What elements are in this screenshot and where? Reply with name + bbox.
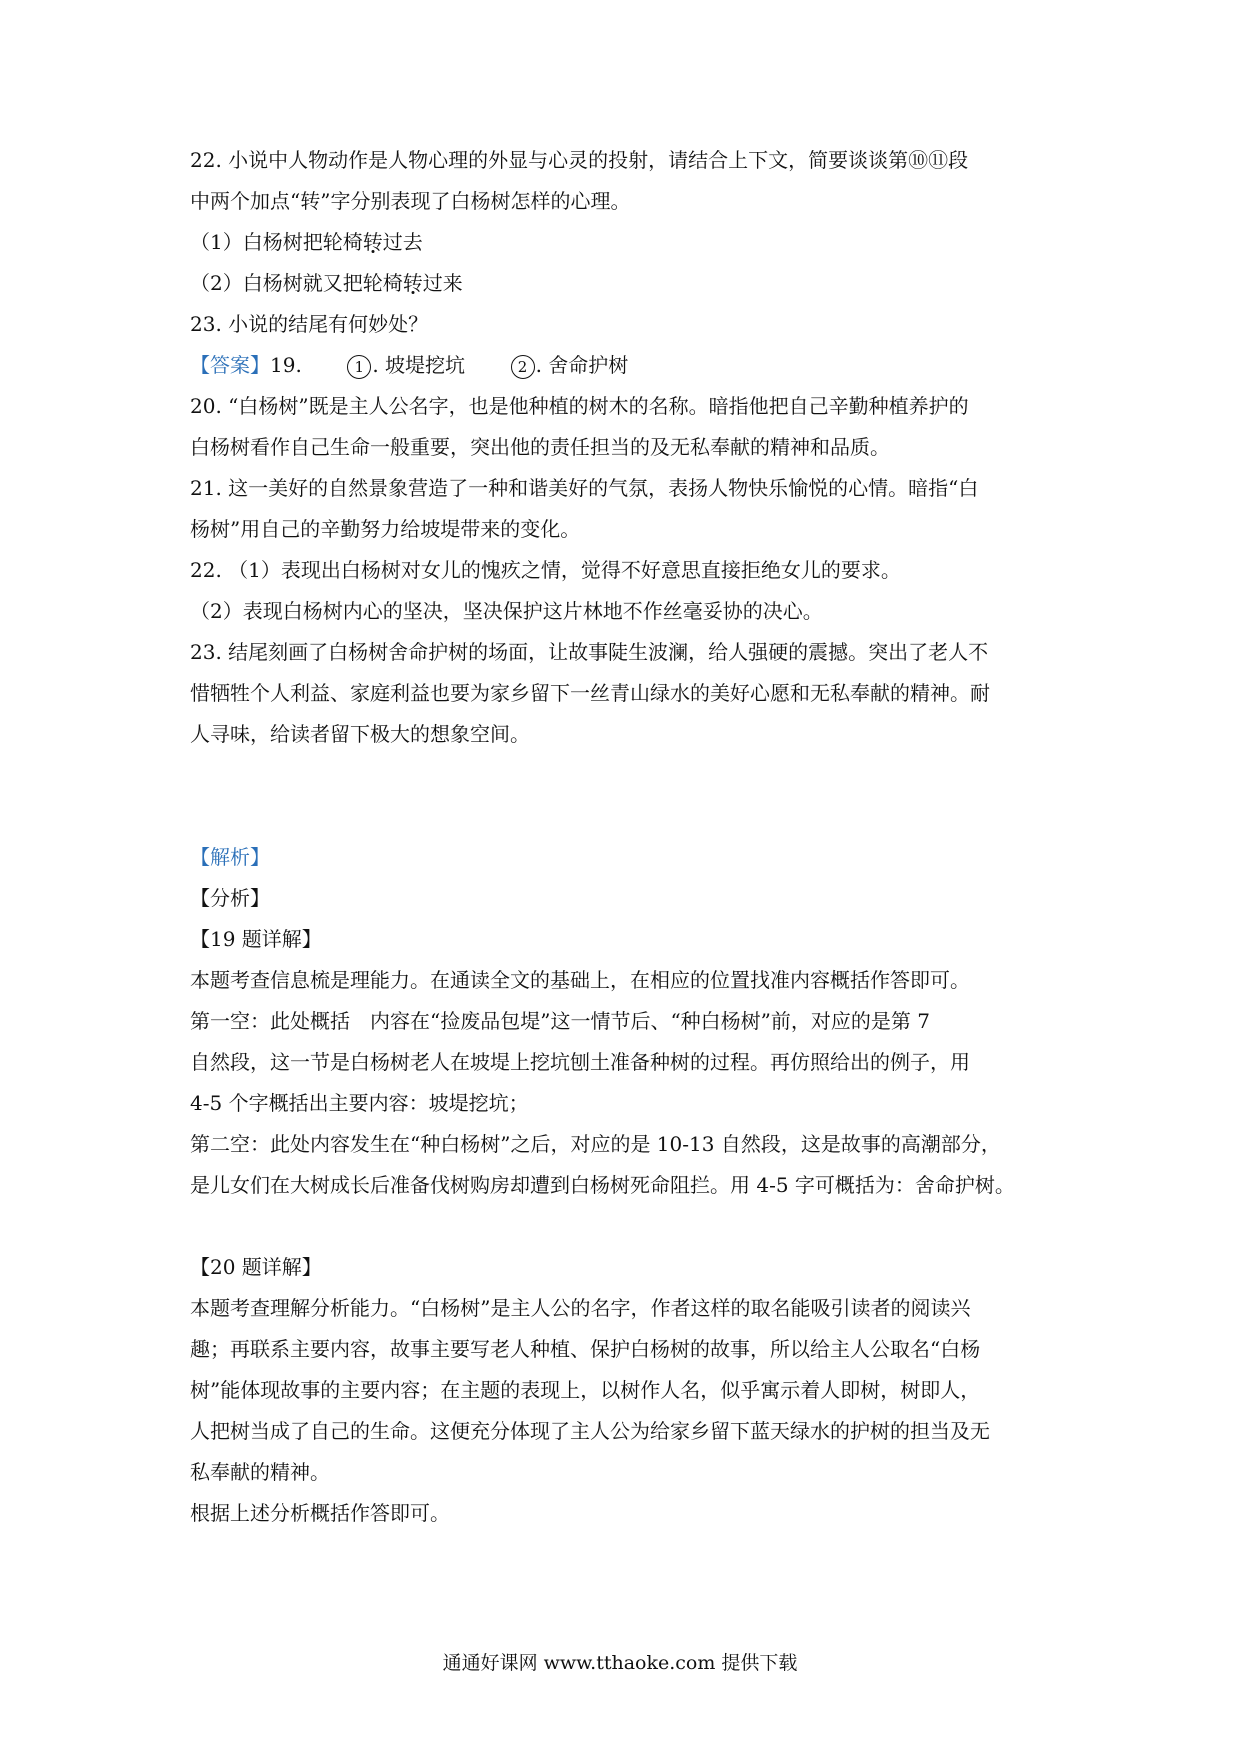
analysis-tag: 【解析】 bbox=[190, 845, 270, 869]
answer-23-line3: 人寻味，给读者留下极大的想象空间。 bbox=[190, 722, 530, 746]
detail-20-line5: 私奉献的精神。 bbox=[190, 1460, 330, 1484]
answer-23-line2: 惜牺牲个人利益、家庭利益也要为家乡留下一丝青山绿水的美好心愿和无私奉献的精神。耐 bbox=[190, 681, 990, 705]
answer-19: 【答案】19. 1 . 坡堤挖坑 2 . 舍命护树 bbox=[190, 353, 629, 377]
detail-19-line6: 是儿女们在大树成长后准备伐树购房却遭到白杨树死命阻拦。用 4-5 字可概括为：舍命护树。 bbox=[190, 1173, 1015, 1197]
page-footer: 通通好课网 www.tthaoke.com 提供下载 bbox=[442, 1652, 798, 1674]
answer-21-line1: 21. 这一美好的自然景象营造了一种和谐美好的气氛，表扬人物快乐愉悦的心情。暗指“白 bbox=[190, 476, 979, 500]
document-body bbox=[190, 140, 1070, 1534]
detail-20-line3: 树”能体现故事的主要内容；在主题的表现上，以树作人名，似乎寓示着人即树，树即人， bbox=[190, 1378, 981, 1402]
circled-number-1: 1 bbox=[347, 355, 371, 379]
question-22-sub1: （1）白杨树把轮椅转过去 bbox=[190, 230, 423, 254]
detail-19-line2: 第一空：此处概括 内容在“捡废品包堤”这一情节后、“种白杨树”前，对应的是第 7 bbox=[190, 1009, 930, 1033]
answer-21-line2: 杨树”用自己的辛勤努力给坡堤带来的变化。 bbox=[190, 517, 581, 541]
question-22-line2: 中两个加点“转”字分别表现了白杨树怎样的心理。 bbox=[190, 189, 631, 213]
detail-20-title: 【20 题详解】 bbox=[190, 1255, 322, 1279]
detail-19-line4: 4-5 个字概括出主要内容：坡堤挖坑； bbox=[190, 1091, 529, 1115]
detail-19-title: 【19 题详解】 bbox=[190, 927, 322, 951]
detail-19-line5: 第二空：此处内容发生在“种白杨树”之后，对应的是 10-13 自然段，这是故事的高潮部分， bbox=[190, 1132, 1001, 1156]
detail-19-line3: 自然段，这一节是白杨树老人在坡堤上挖坑刨土准备种树的过程。再仿照给出的例子，用 bbox=[190, 1050, 970, 1074]
answer-23-line1: 23. 结尾刻画了白杨树舍命护树的场面，让故事陡生波澜，给人强硬的震撼。突出了老人不 bbox=[190, 640, 989, 664]
detail-20-line4: 人把树当成了自己的生命。这便充分体现了主人公为给家乡留下蓝天绿水的护树的担当及无 bbox=[190, 1419, 990, 1443]
question-22-line1: 22. 小说中人物动作是人物心理的外显与心灵的投射，请结合上下文，简要谈谈第⑩⑪段 bbox=[190, 148, 969, 172]
emphasis-char: 转 bbox=[402, 271, 423, 295]
detail-20-line6: 根据上述分析概括作答即可。 bbox=[190, 1501, 450, 1525]
question-22-sub2: （2）白杨树就又把轮椅转过来 bbox=[190, 271, 463, 295]
paragraph-ref-11: ⑪ bbox=[928, 148, 949, 172]
question-23: 23. 小说的结尾有何妙处？ bbox=[190, 312, 429, 336]
answer-22-line1: 22. （1）表现出白杨树对女儿的愧疚之情，觉得不好意思直接拒绝女儿的要求。 bbox=[190, 558, 901, 582]
circled-number-2: 2 bbox=[511, 355, 535, 379]
detail-20-line2: 趣；再联系主要内容，故事主要写老人种植、保护白杨树的故事，所以给主人公取名“白杨 bbox=[190, 1337, 981, 1361]
detail-19-line1: 本题考查信息梳是理能力。在通读全文的基础上，在相应的位置找准内容概括作答即可。 bbox=[190, 968, 970, 992]
answer-20-line2: 白杨树看作自己生命一般重要，突出他的责任担当的及无私奉献的精神和品质。 bbox=[190, 435, 890, 459]
answer-tag: 【答案】 bbox=[190, 353, 270, 377]
answer-22-line2: （2）表现白杨树内心的坚决，坚决保护这片林地不作丝毫妥协的决心。 bbox=[190, 599, 823, 623]
detail-20-line1: 本题考查理解分析能力。“白杨树”是主人公的名字，作者这样的取名能吸引读者的阅读兴 bbox=[190, 1296, 971, 1320]
answer-20-line1: 20. “白杨树”既是主人公名字，也是他种植的树木的名称。暗指他把自己辛勤种植养护的 bbox=[190, 394, 969, 418]
emphasis-char: 转 bbox=[362, 230, 383, 254]
spacer bbox=[190, 1206, 1070, 1247]
spacer bbox=[190, 755, 1070, 837]
paragraph-ref-10: ⑩ bbox=[908, 148, 929, 172]
analysis-heading: 【分析】 bbox=[190, 886, 270, 910]
